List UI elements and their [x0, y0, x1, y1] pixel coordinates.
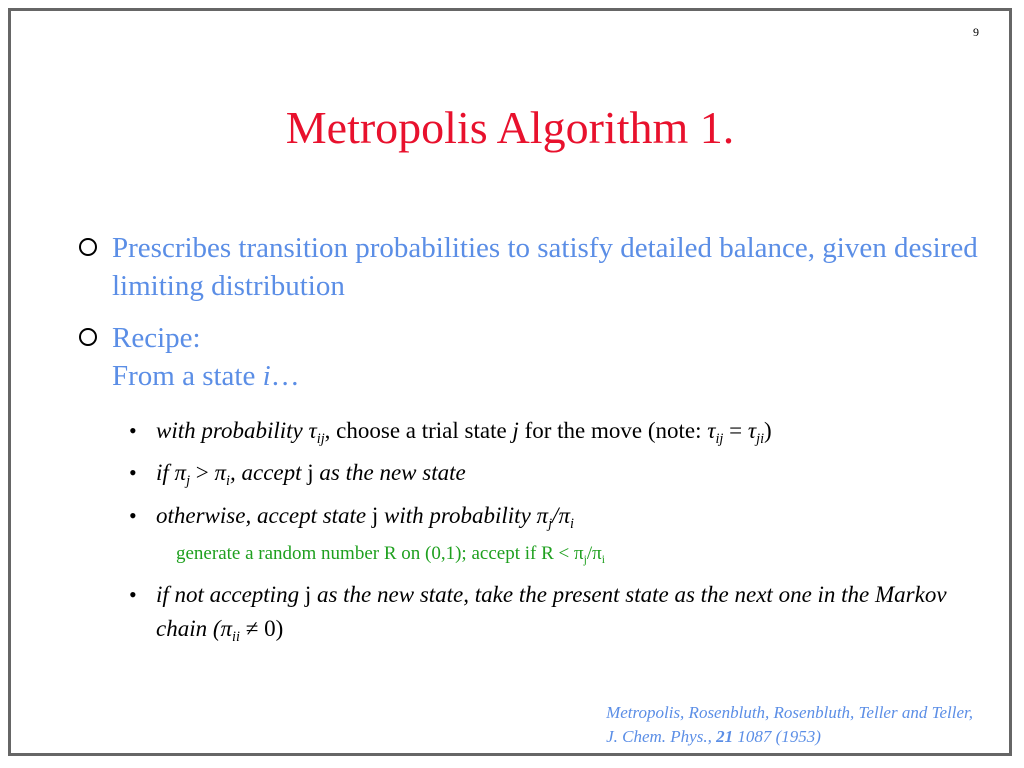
- citation-authors: Metropolis, Rosenbluth, Rosenbluth, Teller and Teller,: [606, 703, 973, 722]
- subbullet-text: [156, 456, 989, 490]
- volume: 21: [716, 727, 734, 746]
- not-equal-zero: ≠ 0): [239, 616, 284, 641]
- tau-symbol: τ: [747, 418, 757, 443]
- tau-symbol: τ: [308, 418, 317, 443]
- pi-subscript: i: [569, 515, 574, 532]
- markov-chain-text: as the new state, take the present state as the next one in the Markov chain: [156, 582, 947, 641]
- pi-subscript: i: [226, 472, 231, 489]
- circle-bullet-icon: [79, 328, 97, 346]
- greater-than: >: [190, 460, 215, 485]
- bullet-text: [112, 319, 979, 395]
- subbullet-trial-state: [129, 414, 989, 448]
- pi-open: (π: [212, 616, 233, 641]
- ellipsis: …: [270, 360, 300, 392]
- subbullet-text: [156, 578, 989, 646]
- citation: [606, 701, 973, 749]
- j-variable: j: [512, 418, 519, 443]
- new-state-text: as the new state: [313, 460, 466, 485]
- pi-symbol: π: [592, 543, 602, 564]
- pi-symbol: π: [214, 460, 227, 485]
- subbullet-otherwise: [129, 499, 989, 533]
- if-text: if: [156, 460, 175, 485]
- pi-subscript: j: [186, 472, 191, 489]
- tau-subscript: ji: [756, 430, 765, 447]
- j-variable: j: [307, 460, 314, 485]
- dot-bullet-icon: •: [129, 418, 137, 443]
- pi-symbol: π: [573, 543, 584, 564]
- with-probability-text: with probability: [378, 503, 537, 528]
- slide: [8, 8, 1012, 756]
- state-variable: i: [262, 360, 271, 392]
- random-number-note: [176, 543, 605, 565]
- otherwise-text: otherwise, accept state: [156, 503, 372, 528]
- j-variable: j: [371, 503, 379, 528]
- subbullet-accept-if-greater: [129, 456, 989, 490]
- if-not-accepting-text: if not accepting: [156, 582, 305, 607]
- pi-subscript: i: [601, 553, 605, 567]
- accept-text: , accept: [230, 460, 308, 485]
- bullet-text: Prescribes transition probabilities to satisfy detailed balance, given desired limiting distribution: [112, 232, 978, 302]
- pi-subscript: ii: [232, 628, 240, 645]
- citation-journal: [606, 725, 973, 749]
- from-state-prefix: From a state: [112, 360, 263, 392]
- pages-year: 1087 (1953): [733, 727, 821, 746]
- j-variable: j: [304, 582, 312, 607]
- note-text: for the move (note:: [518, 418, 708, 443]
- recipe-label: Recipe:: [112, 322, 201, 354]
- slash: /: [552, 503, 559, 528]
- close-paren: ): [764, 418, 772, 443]
- choose-text: , choose a trial state: [324, 418, 513, 443]
- bullet-recipe: [79, 319, 979, 395]
- pi-ii-expression: [212, 616, 284, 645]
- journal-name: J. Chem. Phys.,: [606, 727, 717, 746]
- page-number: 9: [973, 25, 979, 39]
- slide-title: Metropolis Algorithm 1.: [285, 102, 735, 153]
- subbullet-text: [156, 499, 989, 533]
- with-probability-text: with probability: [156, 418, 309, 443]
- subbullet-text: [156, 414, 989, 448]
- bullet-transition-probabilities: [79, 229, 979, 305]
- pi-subscript: j: [583, 553, 587, 567]
- slash: /: [586, 543, 593, 564]
- pi-symbol: π: [558, 503, 570, 528]
- dot-bullet-icon: •: [129, 460, 137, 485]
- pi-subscript: j: [548, 515, 553, 532]
- tau-subscript: ij: [316, 430, 325, 447]
- equals-sign: =: [723, 418, 748, 443]
- note-prefix: generate a random number R on (0,1); accept if R <: [176, 543, 574, 564]
- circle-bullet-icon: [79, 238, 97, 256]
- tau-subscript: ij: [715, 430, 724, 447]
- pi-symbol: π: [536, 503, 549, 528]
- subbullet-not-accepting: [129, 578, 989, 646]
- pi-symbol: π: [174, 460, 187, 485]
- dot-bullet-icon: •: [129, 582, 137, 607]
- dot-bullet-icon: •: [129, 503, 137, 528]
- tau-symbol: τ: [707, 418, 716, 443]
